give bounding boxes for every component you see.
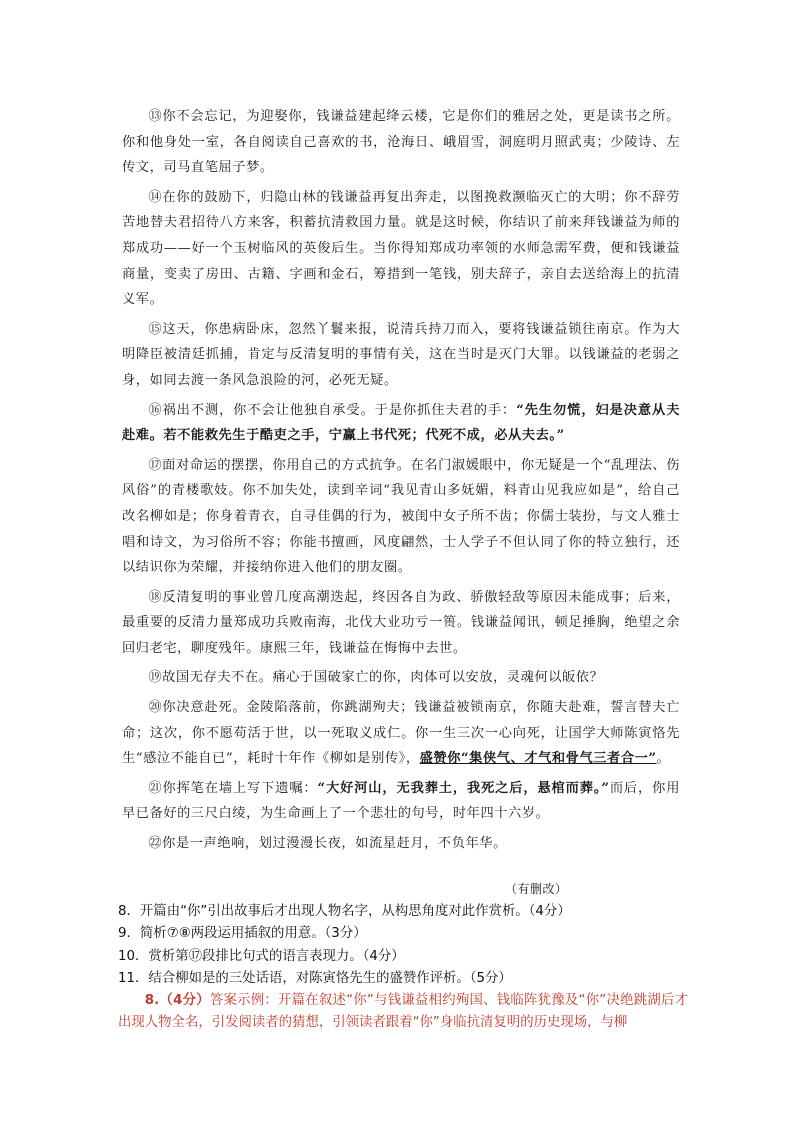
paragraph-19: ⑲故国无存夫不在。痛心于国破家亡的你，肉体可以安放，灵魂何以皈依？ bbox=[148, 670, 604, 686]
paragraph-18: ⑱反清复明的事业曾几度高潮迭起，终因各自为政、骄傲轻敌等原因未能成事；后来，最重要的反清力量郑成功兵败南海，北伐大业功亏一篑。钱谦益闻讯，顿足捶胸，绝望之余回归老宅，聊度残年。康熙三年，钱谦益在悔悔中去世。 bbox=[122, 589, 680, 656]
answer-8-text: 答案示例：开篇在叙述“你”与钱谦益相约殉国、钱临阵犹豫及“你”决绝跳湖后才出现人物全名，引发阅读者的猜想，引领读者跟着“你”身临抗清复明的历史现场，与柳 bbox=[118, 993, 688, 1031]
paragraph-16 bbox=[122, 398, 680, 449]
paragraph-20-text: ⑳你决意赴死。金陵陷落前，你跳湖殉夫；钱谦益被锁南京，你随夫赴难，誓言替夫亡命；这次，你不愿苟活于世，以一死取义成仁。你一生三次一心向死，让国学大师陈寅恪先生“感泣不能自已”，耗时十年作《柳如是别传》， bbox=[122, 700, 680, 767]
question-11: 11．结合柳如是的三处话语，对陈寅恪先生的盛赞作评析。（5分） bbox=[118, 971, 512, 987]
answer-8-score: 8.（4分） bbox=[144, 993, 210, 1008]
paragraph-17: ⑰面对命运的摆摆，你用自己的方式抗争。在名门淑媛眼中，你无疑是一个“乱理法、伤风俗”的青楼歌妓。你不加失处，读到辛词“我见青山多妩媚，料青山见我应如是”，给自己改名柳如是；你身着青衣，自寻佳偶的行为，被闺中女子所不齿；你儒士装扮，与文人雅士唱和诗文，为习俗所不容；你能书擅画，风度翩然，士人学子不但认同了你的特立独行，还以结识你为荣耀，并接纳你进入他们的朋友圈。 bbox=[122, 457, 680, 576]
paragraph-22: ㉒你是一声绝响，划过漫漫长夜，如流星赶月，不负年华。 bbox=[148, 836, 507, 852]
paragraph-21-post: 而后，你用早已备好的三尺白绫，为生命画上了一个悲壮的句号，时年四十六岁。 bbox=[122, 780, 680, 822]
answer-8 bbox=[118, 990, 688, 1035]
passage bbox=[122, 104, 680, 857]
question-8: 8．开篇由“你”引出故事后才出现人物名字，从构思角度对此作赏析。（4分） bbox=[118, 904, 571, 919]
paragraph-16-text: ⑯祸出不测，你不会让他独自承受。于是你抓住夫君的手： bbox=[148, 402, 517, 418]
paragraph-20 bbox=[122, 695, 680, 772]
paragraph-14: ⑭在你的鼓励下，归隐山林的钱谦益再复出奔走，以图挽救濒临灭亡的大明；你不辞劳苦地替夫君招待八方来客，积蓄抗清救国力量。就是这时候，你结识了前来拜钱谦益为师的郑成功——好一个玉树临风的英俊后生。当你得知郑成功率领的水师急需军费，便和钱谦益商量，变卖了房田、古籍、字画和金石，筹措到一笔钱，别夫辞子，亲自去送给海上的抗清义军。 bbox=[122, 189, 680, 308]
question-9: 9．简析⑦⑧两段运用插叙的用意。（3分） bbox=[118, 926, 367, 942]
paragraph-21-quote: “大好河山，无我葬土，我死之后，悬棺而葬。” bbox=[317, 780, 610, 796]
paragraph-21 bbox=[122, 776, 680, 827]
paragraph-20-underlined: 盛赞你“集侠气、才气和骨气三者合一” bbox=[419, 751, 657, 767]
paragraph-20-end: 。 bbox=[656, 751, 671, 767]
paragraph-21-text: ㉑你挥笔在墙上写下遗嘱： bbox=[148, 780, 318, 796]
paragraph-13: ⑬你不会忘记，为迎娶你，钱谦益建起绛云楼，它是你们的雅居之处，更是读书之所。你和他身处一室，各自阅读自己喜欢的书，沧海日、峨眉雪，洞庭明月照武夷；少陵诗、左传文，司马直笔屈子梦。 bbox=[122, 109, 680, 176]
question-list bbox=[118, 901, 688, 991]
paragraph-15: ⑮这天，你患病卧床，忽然丫鬟来报，说清兵持刀而入，要将钱谦益锁往南京。作为大明降臣被清廷抓捕，肯定与反清复明的事情有关，这在当时是灭门大罪。以钱谦益的老弱之身，如同去渡一条风急浪险的河，必死无疑。 bbox=[122, 321, 680, 388]
question-10: 10．赏析第⑰段排比句式的语言表现力。（4分） bbox=[118, 948, 405, 964]
paragraph-16-quote: “先生勿慌，妇是决意从夫赴难。若不能救先生于酷吏之手，宁赢上书代死；代死不成，必从夫去。” bbox=[122, 402, 680, 444]
source-note: （有删改） bbox=[505, 882, 568, 896]
